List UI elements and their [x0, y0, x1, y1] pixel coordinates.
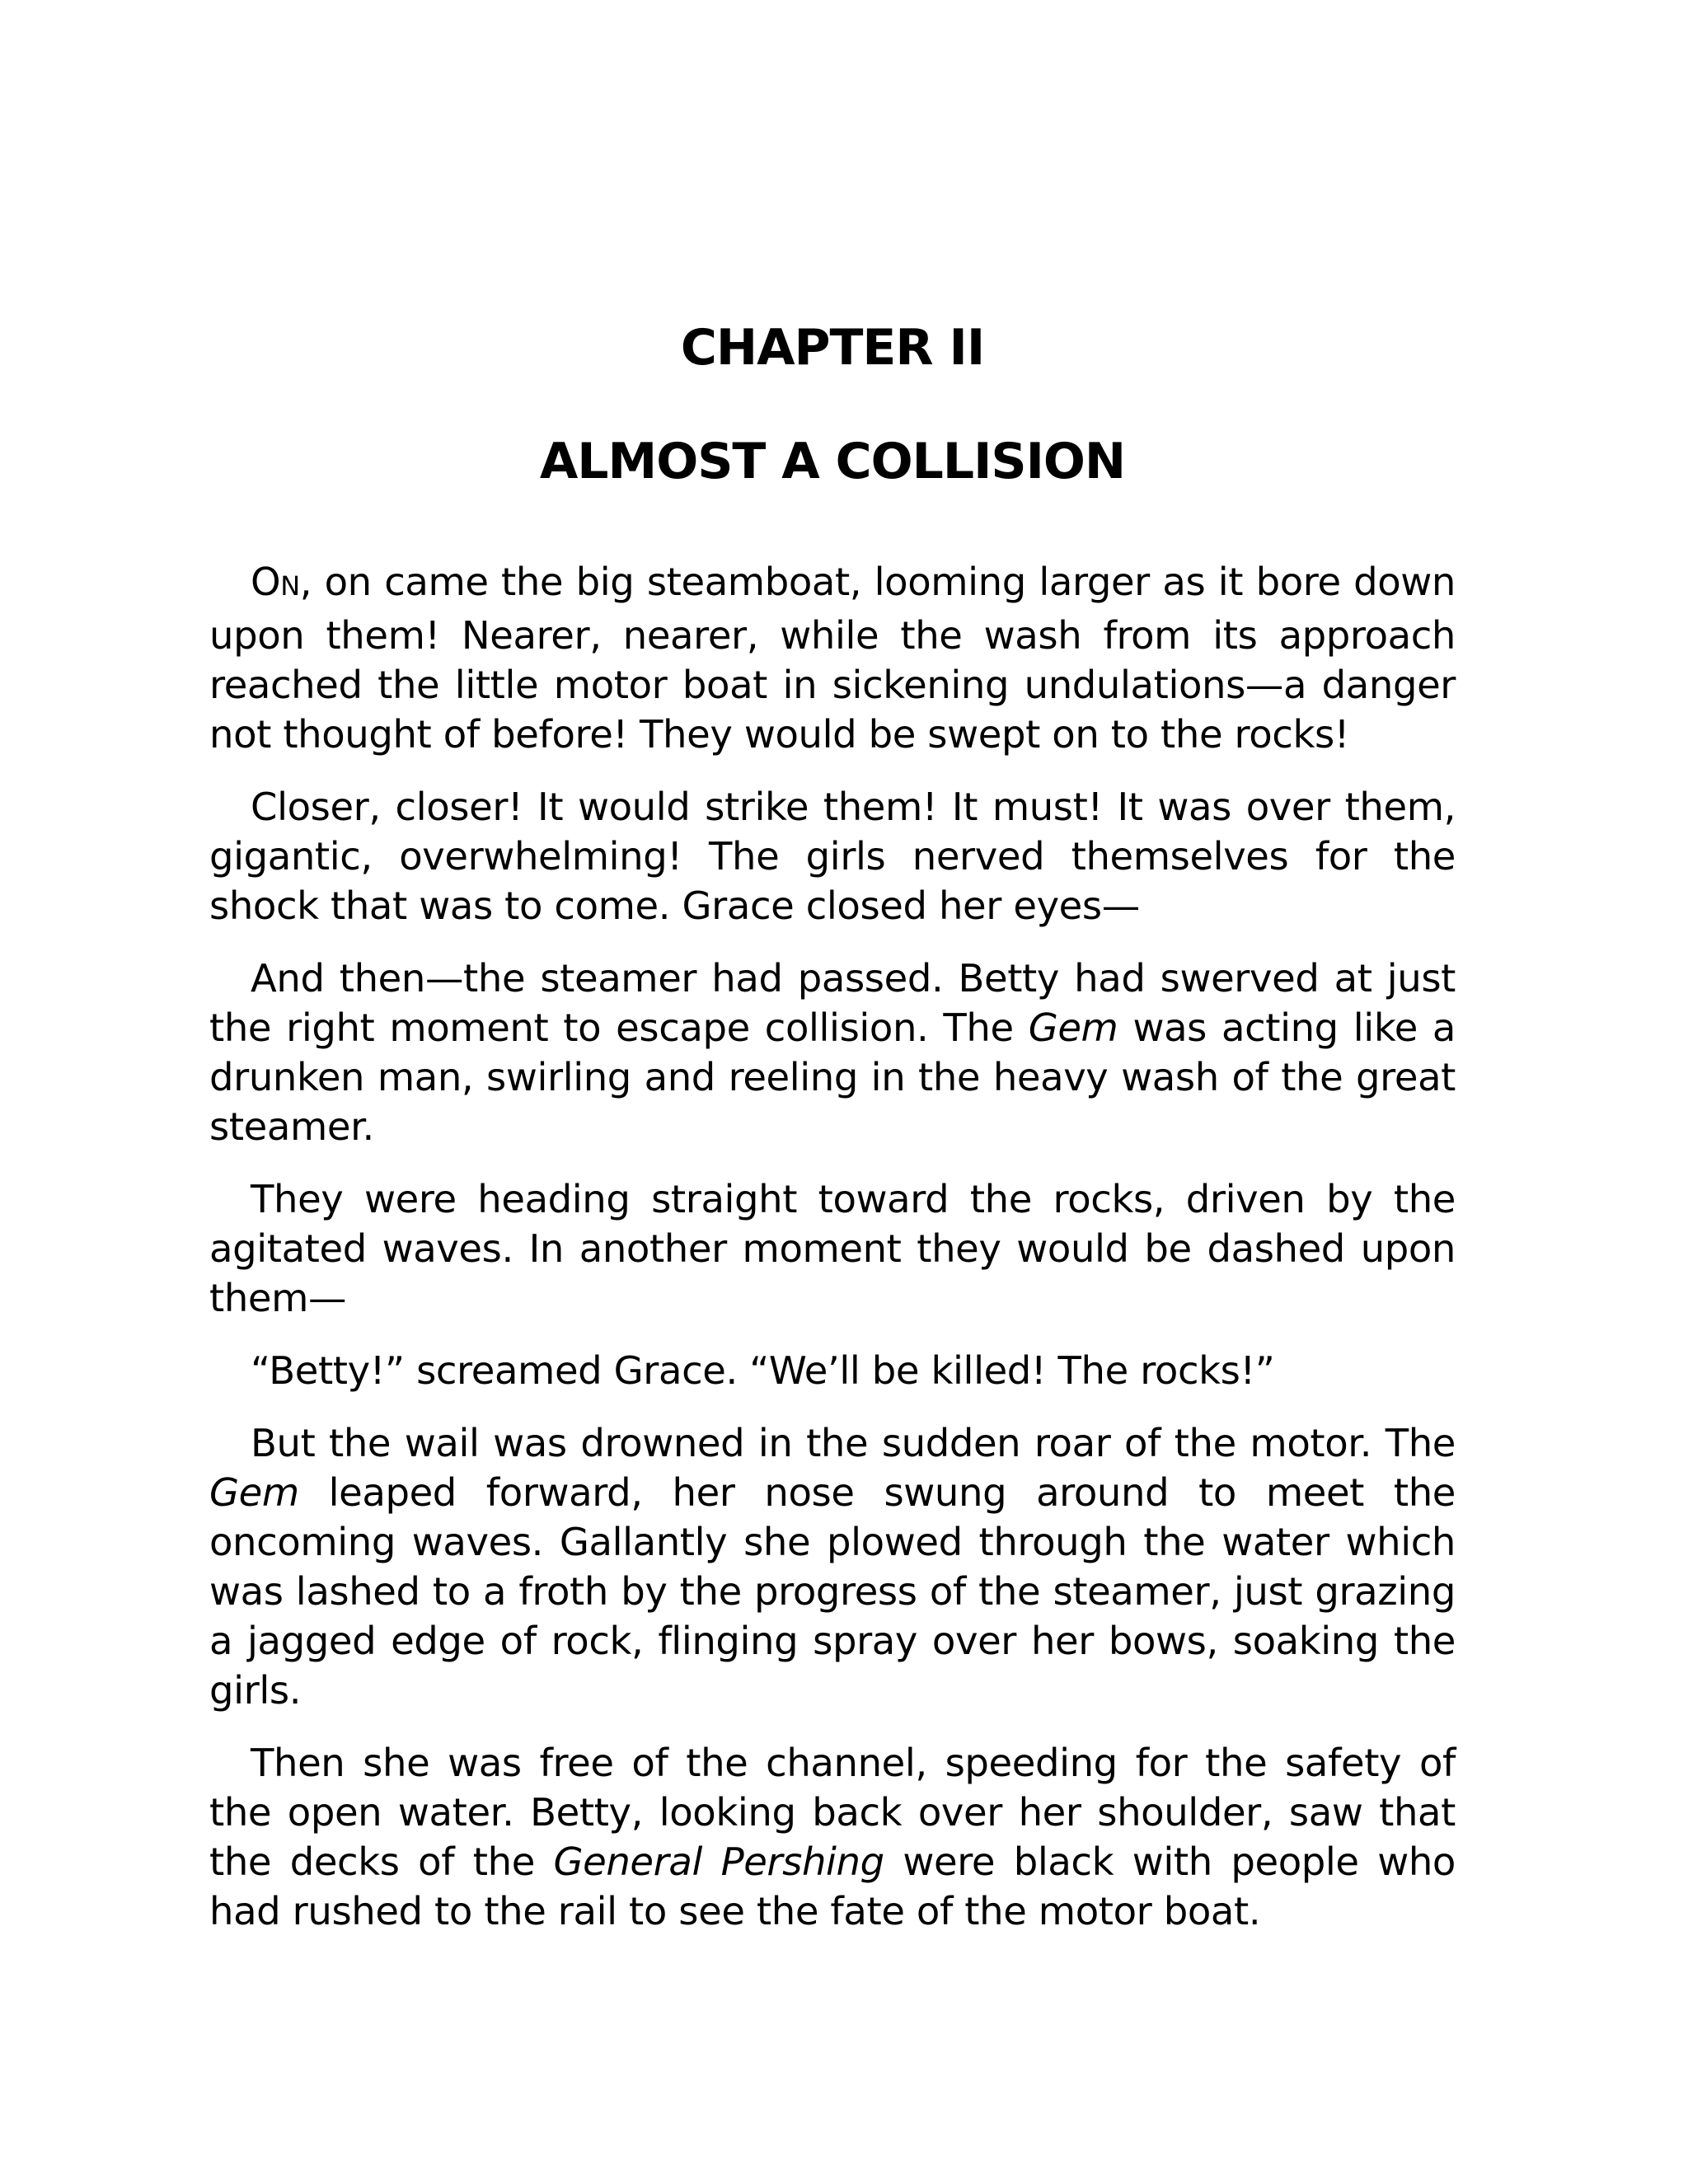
small-caps-rest: N — [280, 570, 300, 602]
paragraph-1 — [209, 557, 1456, 759]
boat-name-italic: Gem — [1028, 1005, 1118, 1050]
paragraph-3 — [209, 954, 1456, 1151]
paragraph-1-text: , on came the big steamboat, looming larger as it bore down upon them! Nearer, nearer, while the wash from its approach reached the little motor boat in sickening undulations—a danger not thought of before! They would be swept on to the rocks! — [209, 560, 1456, 757]
small-caps-initial: O — [251, 560, 281, 604]
paragraph-5: “Betty!” screamed Grace. “We’ll be killed! The rocks!” — [251, 1348, 1275, 1393]
paragraph-7-text-after: were black with people who had rushed to the rail to see the fate of the motor boat. — [209, 1840, 1456, 1933]
paragraph-4: They were heading straight toward the rocks, driven by the agitated waves. In another moment they would be dashed upon them— — [209, 1177, 1456, 1320]
steamer-name-italic: General Pershing — [553, 1840, 884, 1884]
paragraph-3-text-before: And then—the steamer had passed. Betty had swerved at just the right moment to escape collision. The — [209, 956, 1456, 1050]
paragraph-6-text-before: But the wail was drowned in the sudden roar of the motor. The — [251, 1421, 1456, 1465]
boat-name-italic: Gem — [209, 1470, 299, 1515]
paragraph-2: Closer, closer! It would strike them! It must! It was over them, gigantic, overwhelming! The girls nerved themselves for the shock that was to come. Grace closed her eyes— — [209, 785, 1456, 928]
chapter-number: CHAPTER II — [680, 319, 985, 377]
paragraph-7-text-before: Then she was free of the channel, speeding for the safety of the open water. Betty, looking back over her shoulder, saw that the decks of the — [209, 1741, 1456, 1884]
page-content — [209, 313, 1456, 1936]
chapter-title: ALMOST A COLLISION — [539, 433, 1126, 490]
chapter-body — [209, 557, 1456, 1936]
paragraph-3-text-after: was acting like a drunken man, swirling and reeling in the heavy wash of the great steamer. — [209, 1005, 1456, 1149]
paragraph-7 — [209, 1738, 1456, 1936]
paragraph-6 — [209, 1418, 1456, 1715]
paragraph-6-text-after: leaped forward, her nose swung around to meet the oncoming waves. Gallantly she plowed through the water which was lashed to a froth by the progress of the steamer, just grazing a jagged edge of rock, flinging spray over her bows, soaking the girls. — [209, 1470, 1456, 1713]
